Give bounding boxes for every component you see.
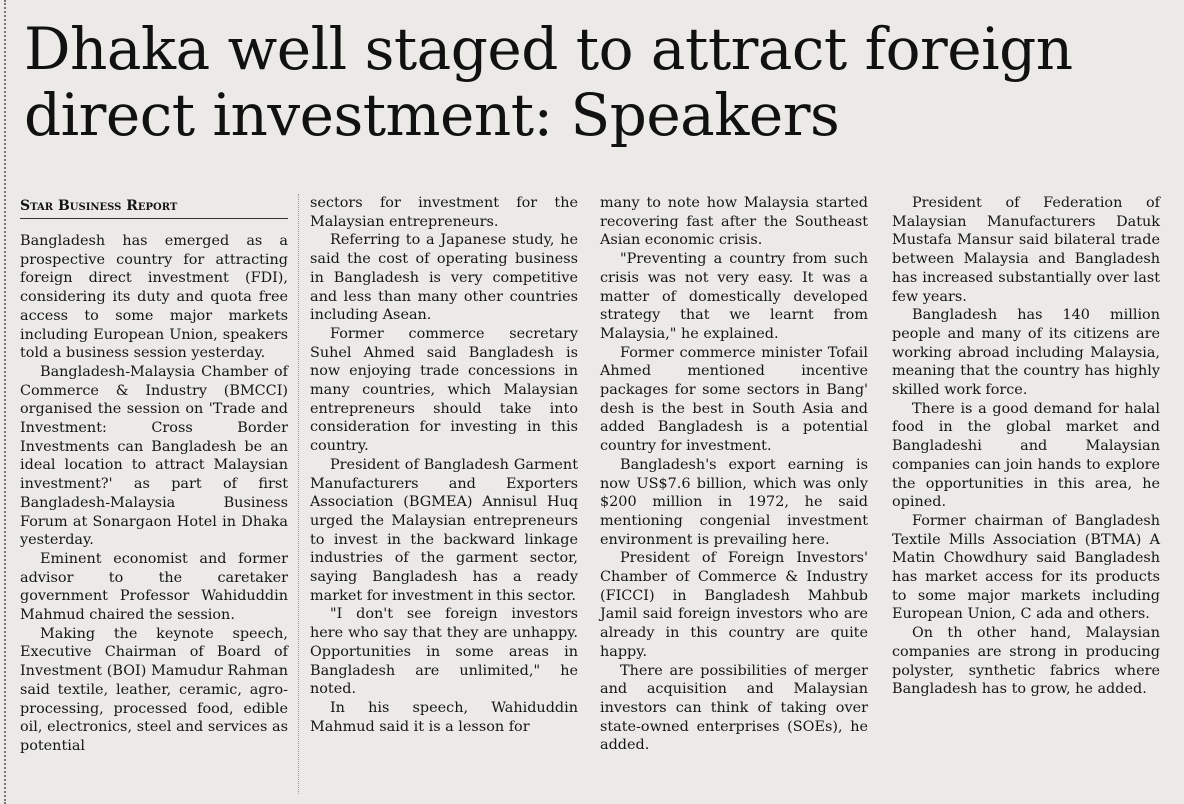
article-paragraph: In his speech, Wahiduddin Mahmud said it is a lesson for [310,699,578,735]
article-column-3 [600,194,868,755]
article-paragraph: Bangladesh has 140 million people and many of its citizens are working abroad including Malaysia, meaning that the country has highly skilled work force. [892,307,1160,399]
article-paragraph: Bangladesh has emerged as a prospective country for attracting foreign direct investment (FDI), considering its duty and quota free access to some major markets including European Union, speakers told a business session yesterday. [20,233,288,362]
article-paragraph: There is a good demand for halal food in the global market and Bangladeshi and Malaysian companies can join hands to explore the opportunities in this area, he opined. [892,400,1160,511]
article-column-1 [20,232,288,756]
article-paragraph: Bangladesh's export earning is now US$7.6 billion, which was only $200 million in 1972, he said mentioning congenial investment environment is prevailing here. [600,456,868,548]
article-paragraph: Eminent economist and former advisor to the caretaker government Professor Wahiduddin Mahmud chaired the session. [20,550,288,624]
article-column-2 [310,194,578,736]
headline-line-1: Dhaka well staged to attract foreign [24,15,1073,83]
article-paragraph: President of Bangladesh Garment Manufacturers and Exporters Association (BGMEA) Annisul Huq urged the Malaysian entrepreneurs to invest in the backward linkage industries of the garment sector, saying Bangladesh has a ready market for investment in this sector. [310,456,578,604]
clipping-edge-divider [4,0,6,804]
article-paragraph: There are possibilities of merger and acquisition and Malaysian investors can think of taking over state-owned enterprises (SOEs), he added. [600,662,868,754]
article-paragraph: President of Foreign Investors' Chamber of Commerce & Industry (FICCI) in Bangladesh Mahbub Jamil said foreign investors who are already in this country are quite happy. [600,550,868,660]
article-paragraph: Referring to a Japanese study, he said the cost of operating business in Bangladesh is very competitive and less than many other countries including Asean. [310,232,578,324]
headline [24,16,1174,148]
article-paragraph: President of Federation of Malaysian Manufacturers Datuk Mustafa Mansur said bilateral trade between Malaysia and Bangladesh has increased substantially over last few years. [892,195,1160,305]
article-paragraph: Former chairman of Bangladesh Textile Mills Association (BTMA) A Matin Chowdhury said Bangladesh has market access for its products to some major markets including European Union, C ada and others. [892,512,1160,623]
article-paragraph: "I don't see foreign investors here who say that they are unhappy. Opportunities in some areas in Bangladesh are unlimited," he noted. [310,606,578,698]
article-column-4 [892,194,1160,699]
headline-line-2: direct investment: Speakers [24,81,840,149]
article-paragraph: sectors for investment for the Malaysian entrepreneurs. [310,195,578,230]
byline: Star Business Report [20,196,288,219]
article-paragraph: Bangladesh-Malaysia Chamber of Commerce & Industry (BMCCI) organised the session on 'Trade and Investment: Cross Border Investments can Bangladesh be an ideal location to attract Malaysian investment?' as part of first Bangladesh-Malaysia Business Forum at Sonargaon Hotel in Dhaka yesterday. [20,363,288,549]
article-paragraph: many to note how Malaysia started recovering fast after the Southeast Asian economic crisis. [600,195,868,249]
article-paragraph: "Preventing a country from such crisis was not very easy. It was a matter of domestically developed strategy that we learnt from Malaysia," he explained. [600,251,868,342]
column-rule [298,194,299,794]
article-paragraph: On th other hand, Malaysian companies are strong in producing polyster, synthetic fabrics where Bangladesh has to grow, he added. [892,625,1160,698]
article-paragraph: Making the keynote speech, Executive Chairman of Board of Investment (BOI) Mamudur Rahman said textile, leather, ceramic, agro-processing, processed food, edible oil, electronics, steel and services as potential [20,625,288,754]
article-paragraph: Former commerce secretary Suhel Ahmed said Bangladesh is now enjoying trade concessions in many countries, which Malaysian entrepreneurs should take into consideration for investing in this country. [310,325,578,455]
article-paragraph: Former commerce minister Tofail Ahmed mentioned incentive packages for some sectors in Bang' desh is the best in South Asia and added Bangladesh is a potential country for investment. [600,344,868,455]
